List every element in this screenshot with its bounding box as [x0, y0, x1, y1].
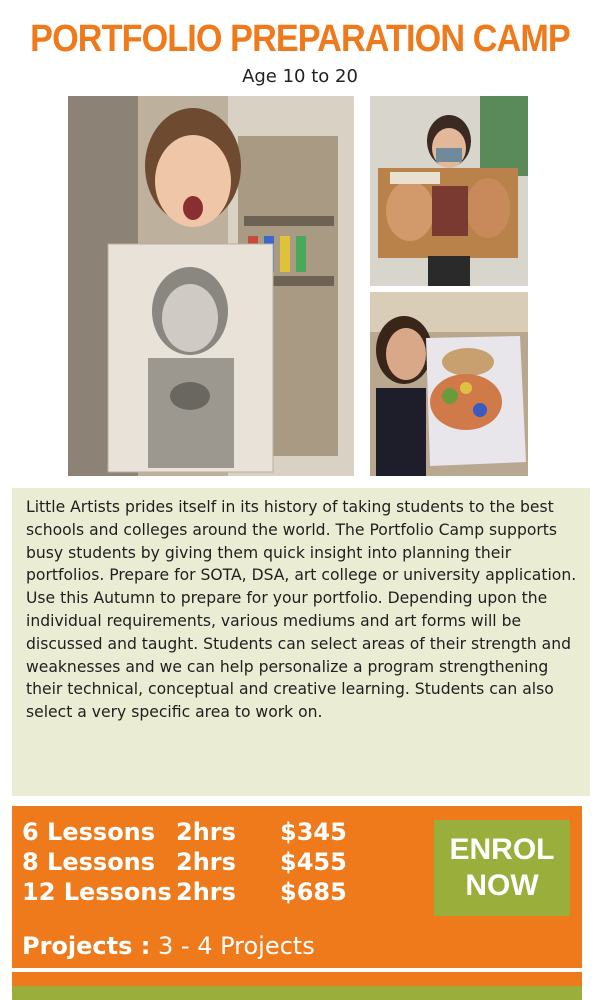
enrol-label-line2: NOW — [465, 869, 539, 902]
student-photo-collage — [370, 96, 528, 286]
lesson-duration: 2hrs — [176, 878, 236, 906]
lessons-count: 8 Lessons — [22, 848, 156, 876]
enrol-label-line1: ENROL — [449, 833, 555, 866]
projects-value: 3 - 4 Projects — [158, 932, 315, 960]
student-photo-pencil-portrait — [68, 96, 354, 476]
camp-description: Little Artists prides itself in its history of taking students to the best schools and colleges around the world. The Portfolio Camp supports busy students by giving them quick insight into planning their portfolios. Prepare for SOTA, DSA, art college or university application. Use this Autumn to prepare for your portfolio. Depending upon the individual requirements, various mediums and art forms will be discussed and taught. Students can select areas of their strength and weaknesses and we can help personalize a program strengthening their technical, conceptual and creative learning. Students can also select a very specific area to work on. — [12, 488, 590, 796]
enrol-now-button[interactable] — [434, 820, 570, 916]
footer-bar-orange — [12, 972, 582, 986]
projects-info — [22, 932, 315, 960]
projects-label: Projects : — [22, 932, 151, 960]
page-title: PORTFOLIO PREPARATION CAMP — [30, 18, 570, 60]
footer-bar-green — [12, 986, 582, 1000]
student-photo-color-drawing — [370, 292, 528, 476]
lesson-duration: 2hrs — [176, 848, 236, 876]
lesson-duration: 2hrs — [176, 818, 236, 846]
age-range-subtitle: Age 10 to 20 — [242, 66, 358, 87]
lesson-price: $685 — [280, 878, 347, 906]
pricing-panel — [12, 806, 582, 968]
lessons-count: 6 Lessons — [22, 818, 156, 846]
lesson-price: $455 — [280, 848, 347, 876]
lesson-price: $345 — [280, 818, 347, 846]
lessons-count: 12 Lessons — [22, 878, 172, 906]
